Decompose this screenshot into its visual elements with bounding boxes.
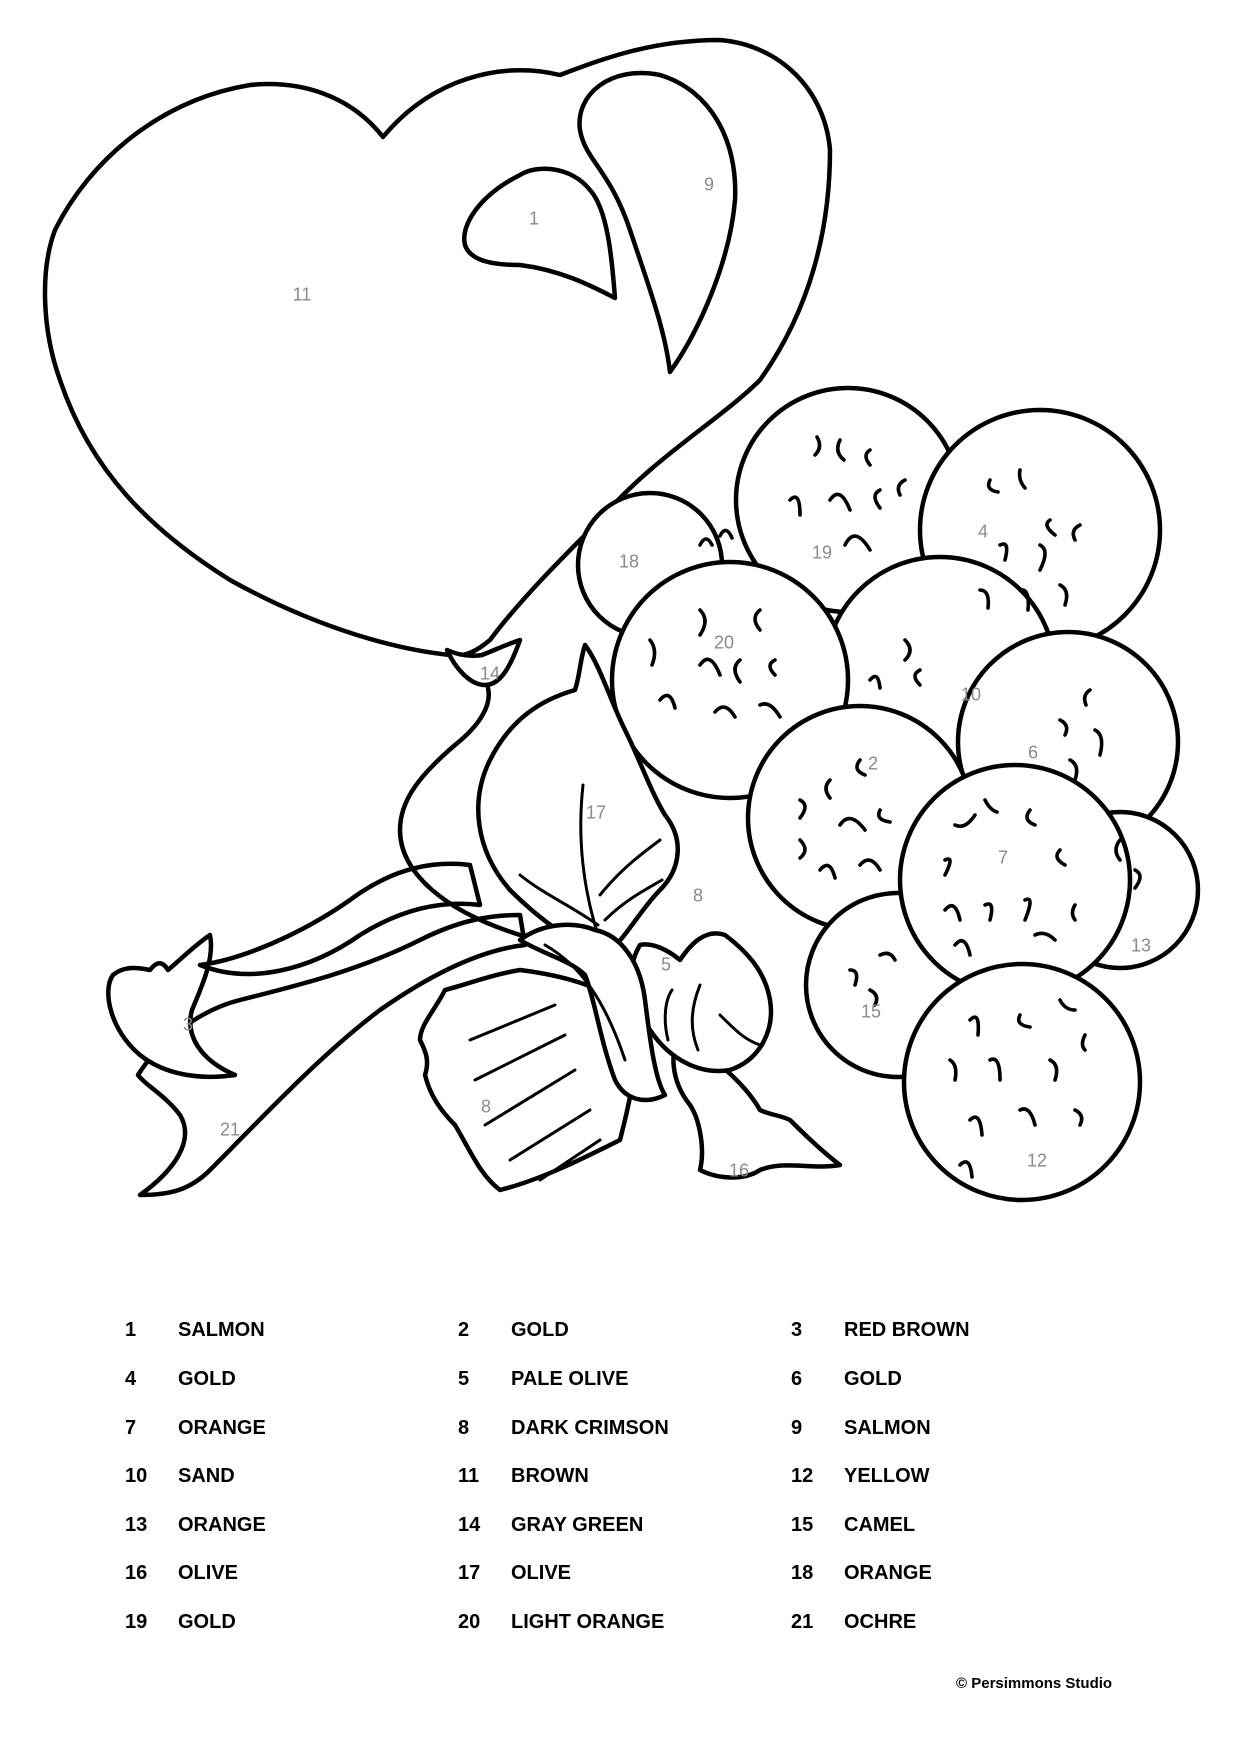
legend-color-label: PALE OLIVE bbox=[511, 1368, 629, 1390]
region-number: 3 bbox=[182, 1014, 194, 1035]
legend-number: 1 bbox=[125, 1319, 137, 1341]
legend-color-label: SALMON bbox=[844, 1417, 931, 1439]
legend-color-label: SALMON bbox=[178, 1319, 265, 1341]
region-number: 1 bbox=[528, 208, 540, 229]
region-number: 8 bbox=[480, 1096, 492, 1117]
region-number: 14 bbox=[479, 663, 501, 684]
legend-number: 10 bbox=[125, 1465, 148, 1487]
region-number: 10 bbox=[960, 684, 982, 705]
flower-bouquet bbox=[578, 388, 1198, 1200]
region-number: 20 bbox=[713, 632, 735, 653]
region-number: 21 bbox=[219, 1119, 241, 1140]
region-number: 18 bbox=[618, 551, 640, 572]
legend-color-label: ORANGE bbox=[178, 1514, 266, 1536]
legend-color-label: DARK CRIMSON bbox=[511, 1417, 669, 1439]
legend-color-label: RED BROWN bbox=[844, 1319, 970, 1341]
region-number: 12 bbox=[1026, 1150, 1048, 1171]
copyright-footer: © Persimmons Studio bbox=[956, 1675, 1113, 1692]
legend-number: 13 bbox=[125, 1514, 148, 1536]
legend-row bbox=[0, 1558, 1240, 1588]
legend-color-label: OLIVE bbox=[178, 1562, 239, 1584]
legend-number: 8 bbox=[458, 1417, 470, 1439]
legend-color-label: SAND bbox=[178, 1465, 235, 1487]
legend-number: 6 bbox=[791, 1368, 803, 1390]
legend-number: 7 bbox=[125, 1417, 137, 1439]
region-number: 8 bbox=[692, 885, 704, 906]
legend-color-label: ORANGE bbox=[178, 1417, 266, 1439]
region-number: 2 bbox=[867, 753, 879, 774]
legend-color-label: LIGHT ORANGE bbox=[511, 1611, 665, 1633]
legend-color-label: GOLD bbox=[511, 1319, 569, 1341]
legend-number: 12 bbox=[791, 1465, 814, 1487]
legend-number: 2 bbox=[458, 1319, 470, 1341]
legend-color-label: GOLD bbox=[178, 1611, 236, 1633]
region-number: 5 bbox=[660, 954, 672, 975]
legend-number: 17 bbox=[458, 1562, 481, 1584]
legend-color-label: YELLOW bbox=[844, 1465, 930, 1487]
legend-row bbox=[0, 1413, 1240, 1443]
region-number: 7 bbox=[997, 847, 1009, 868]
legend-color-label: ORANGE bbox=[844, 1562, 932, 1584]
legend-color-label: CAMEL bbox=[844, 1514, 916, 1536]
legend-number: 21 bbox=[791, 1611, 814, 1633]
legend-color-label: OCHRE bbox=[844, 1611, 917, 1633]
region-number: 16 bbox=[728, 1160, 750, 1181]
legend-number: 3 bbox=[791, 1319, 803, 1341]
region-number: 11 bbox=[292, 284, 312, 305]
legend-number: 18 bbox=[791, 1562, 814, 1584]
legend-row bbox=[0, 1510, 1240, 1540]
legend-number: 16 bbox=[125, 1562, 148, 1584]
region-number: 19 bbox=[811, 542, 833, 563]
region-number: 13 bbox=[1130, 935, 1152, 956]
region-number: 6 bbox=[1027, 742, 1039, 763]
region-number: 17 bbox=[585, 802, 607, 823]
legend-number: 15 bbox=[791, 1514, 814, 1536]
legend-number: 9 bbox=[791, 1417, 803, 1439]
legend-number: 19 bbox=[125, 1611, 148, 1633]
legend-row bbox=[0, 1364, 1240, 1394]
legend-number: 5 bbox=[458, 1368, 470, 1390]
legend-color-label: GOLD bbox=[178, 1368, 236, 1390]
region-number: 9 bbox=[703, 174, 715, 195]
legend-number: 14 bbox=[458, 1514, 481, 1536]
legend-number: 20 bbox=[458, 1611, 481, 1633]
legend-color-label: GRAY GREEN bbox=[511, 1514, 644, 1536]
legend-color-label: BROWN bbox=[511, 1465, 589, 1487]
legend-row bbox=[0, 1461, 1240, 1491]
legend-color-label: GOLD bbox=[844, 1368, 902, 1390]
legend-number: 4 bbox=[125, 1368, 137, 1390]
region-number: 15 bbox=[860, 1001, 882, 1022]
legend-number: 11 bbox=[458, 1465, 480, 1487]
legend-row bbox=[0, 1607, 1240, 1637]
legend-color-label: OLIVE bbox=[511, 1562, 572, 1584]
region-number: 4 bbox=[977, 521, 989, 542]
legend-row bbox=[0, 1315, 1240, 1345]
